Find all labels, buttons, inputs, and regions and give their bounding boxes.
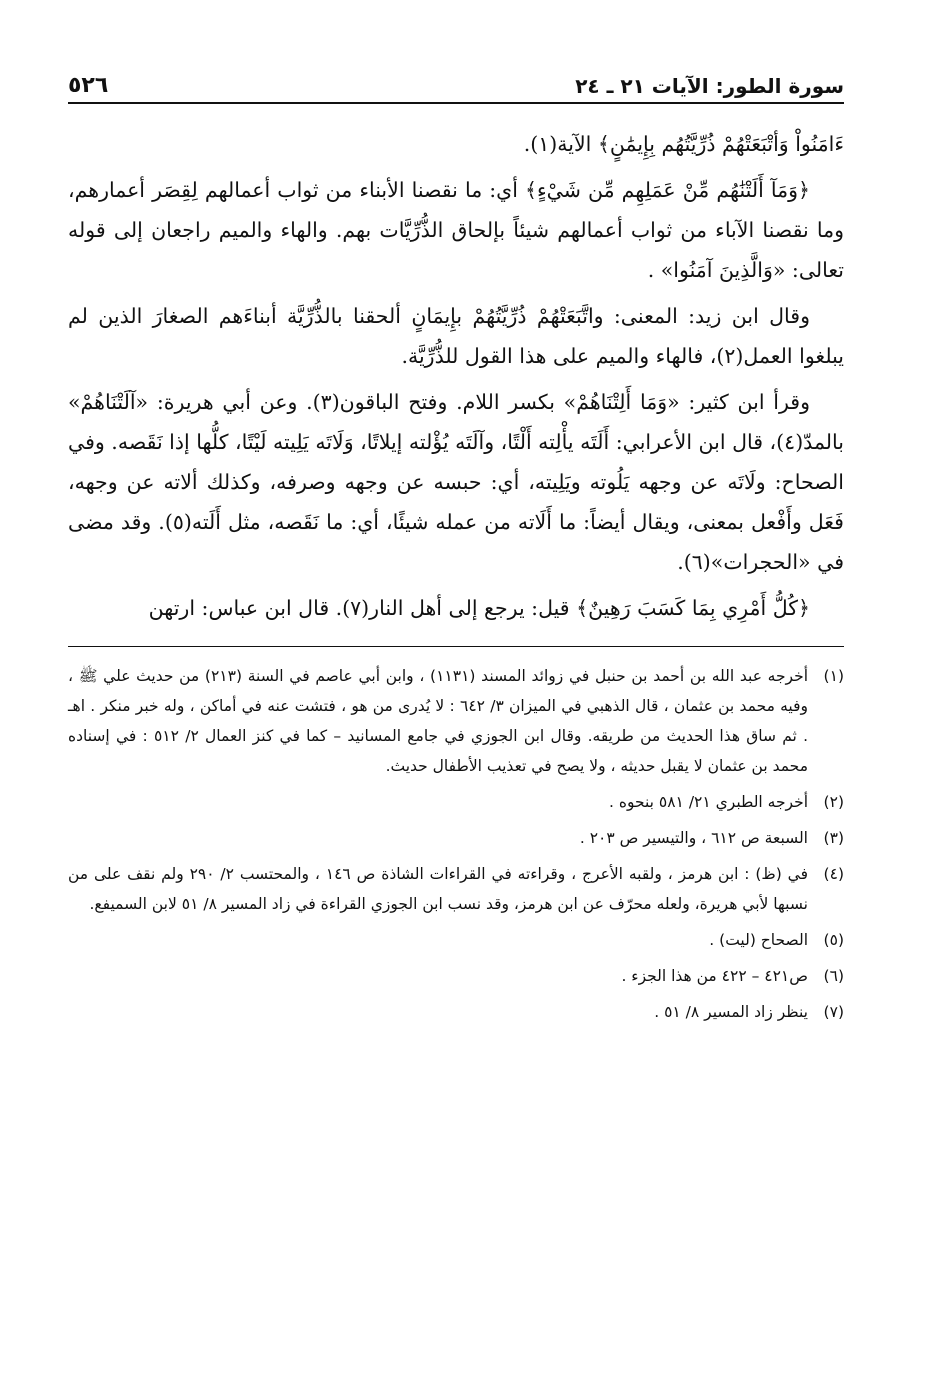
footnote-text: ينظر زاد المسير ٨/ ٥١ .: [654, 1003, 808, 1021]
footnote-number: (٥): [823, 931, 844, 949]
footnote: [68, 925, 844, 955]
footnote-text: أخرجه الطبري ٢١/ ٥٨١ بنحوه .: [609, 793, 808, 811]
main-text: [68, 124, 844, 628]
footnote-separator: [68, 646, 844, 647]
footnote: [68, 787, 844, 817]
paragraph: ءَامَنُواْ وَأتْبَعَتْهُمْ ذُرِّيَّتُهُم بِإِيمَٰنٍ﴾ الآية(١).: [523, 132, 844, 156]
footnote-number: (٢): [823, 793, 844, 811]
paragraph: وقرأ ابن كثير: «وَمَا أَلِتْنَاهُمْ» بكسر اللام. وفتح الباقون(٣). وعن أبي هريرة: «آلَتْنَاهُمْ» بالمدّ(٤)، قال ابن الأعرابي: أَلَتَه يأْلِته أَلْتًا، وآلَتَه يُؤْلته إيلاتًا، وَلَاتَه يَلِيته لَيْتًا، كلُّها إذا نَقَصه. وفي الصحاح: ولَاتَه عن وجهه يَلُوته ويَلِيته، أي: حبسه عن وجهه وصرفه، وكذلك ألاته عن وجهه، فَعَل وأَفْعل بمعنى، ويقال أيضاً: ما أَلَاته من عمله شيئًا، أي: ما نَقَصه، مثل أَلَته(٥). وقد مضى في «الحجرات»(٦).: [68, 390, 844, 574]
footnote: [68, 997, 844, 1027]
footnote-number: (٤): [823, 865, 844, 883]
footnote-number: (٧): [823, 1003, 844, 1021]
footnote-text: أخرجه عبد الله بن أحمد بن حنبل في زوائد المسند (١١٣١) ، وابن أبي عاصم في السنة (٢١٣) من حديث علي ﷺ ، وفيه محمد بن عثمان ، قال الذهبي في الميزان ٣/ ٦٤٢ : لا يُدرى من هو ، فتشت عنه في أماكن ، وله خبر منكر . اهـ . ثم ساق هذا الحديث من طريقه. وقال ابن الجوزي في جامع المسانيد – كما في كنز العمال ٢/ ٥١٢ : في إسناده محمد بن عثمان لا يقبل حديثه ، ولا يصح في تعذيب الأطفال حديث.: [68, 667, 809, 775]
footnote-number: (٣): [823, 829, 844, 847]
paragraph: وقال ابن زيد: المعنى: واتَّبَعَتْهُمْ ذُرِّيَّتُهُمْ بإِيمَانٍ ألحقنا بالذُّرِّيَّة أبناءَهم الصغارَ الذين لم يبلغوا العمل(٢)، فالهاء والميم على هذا القول للذُّرِّيَّة.: [68, 304, 844, 368]
footnote-text: ص٤٢١ – ٤٢٢ من هذا الجزء .: [621, 967, 808, 985]
footnote: [68, 823, 844, 853]
page-header: [68, 60, 844, 104]
footnote: [68, 661, 844, 781]
paragraph: ﴿كُلُّ أَمْرِي بِمَا كَسَبَ رَهِينٌ﴾ قيل: يرجع إلى أهل النار(٧). قال ابن عباس: ارتهن: [148, 596, 810, 620]
running-title: سورة الطور: الآيات ٢١ ـ ٢٤: [575, 74, 844, 98]
footnote-text: في (ظ) : ابن هرمز ، ولقبه الأعرج ، وقراءته في القراءات الشاذة ص ١٤٦ ، والمحتسب ٢/ ٢٩٠ ولم نقف على من نسبها لأبي هريرة، ولعله محرّف عن ابن هرمز، وقد نسب ابن الجوزي القراءة في زاد المسير ٨/ ٥١ لابن السميفع.: [68, 865, 808, 913]
footnotes: [68, 661, 844, 1027]
footnote-number: (٦): [823, 967, 844, 985]
page-number: ٥٢٦: [68, 73, 109, 98]
footnote: [68, 859, 844, 919]
footnote-text: الصحاح (ليت) .: [709, 931, 808, 949]
paragraph: ﴿وَمَآ أَلَتْنَٰهُم مِّنْ عَمَلِهِم مِّن شَيْءٍ﴾ أي: ما نقصنا الأبناء من ثواب أعمالهم لِقِصَر أعمارهم، وما نقصنا الآباء من ثواب أعمالهم شيئاً بإلحاق الذُّرِّيَّات بهم. والهاء والميم راجعان إلى قوله تعالى: «وَالَّذِينَ آمَنُوا» .: [68, 178, 844, 282]
footnote-text: السبعة ص ٦١٢ ، والتيسير ص ٢٠٣ .: [579, 829, 808, 847]
footnote: [68, 961, 844, 991]
footnote-number: (١): [823, 667, 844, 685]
book-page: [68, 60, 844, 1360]
